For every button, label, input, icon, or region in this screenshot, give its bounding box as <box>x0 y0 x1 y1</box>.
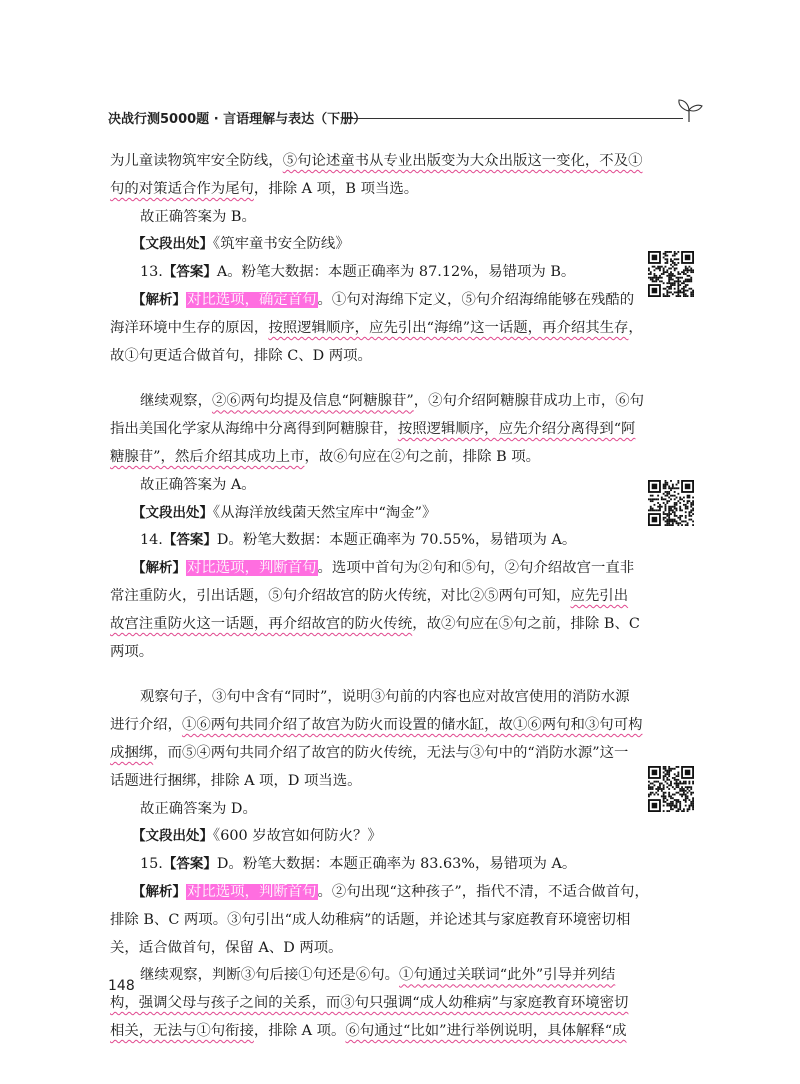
text-line <box>110 796 626 824</box>
header-title: 决战行测5000题 · 言语理解与表达（下册） <box>108 112 367 127</box>
question-number: 13. <box>140 264 163 281</box>
analysis-tag: 【解析】 <box>132 883 186 900</box>
analysis-tag: 【解析】 <box>132 291 186 308</box>
text-span: 两项。 <box>110 643 154 660</box>
text-line <box>110 962 626 990</box>
source-title: 《600 岁故宫如何防火？》 <box>213 828 382 845</box>
source-tag: 【文段出处】 <box>132 828 213 845</box>
conclusion-text: 故正确答案为 B。 <box>140 208 256 225</box>
underlined-text: ①句通过关联词“此外”引导并列结 <box>399 967 616 984</box>
source-line <box>110 231 626 259</box>
text-line <box>110 388 645 416</box>
text-line <box>110 416 636 444</box>
source-title: 《从海洋放线菌天然宝库中“淘金”》 <box>213 504 437 521</box>
text-line <box>110 712 643 740</box>
answer-line <box>110 527 626 555</box>
question-number: 14. <box>140 532 163 549</box>
analysis-tag: 【解析】 <box>132 560 186 577</box>
text-span: ，排除 A 项，B 项当选。 <box>253 180 419 197</box>
text-line <box>110 740 629 768</box>
text-line <box>110 611 640 639</box>
qr-code-icon[interactable] <box>648 480 694 526</box>
highlight-text: 对比选项，确定首句 <box>187 291 317 308</box>
answer-tag: 【答案】 <box>162 532 217 549</box>
text-span: 排除 B、C 两项。③句引出“成人幼稚病”的话题，并论述其与家庭教育环境密切相 <box>110 911 631 928</box>
underlined-text: ⑥句通过“比如”进行举例说明，具体解释“成 <box>345 1022 627 1039</box>
text-span: 。①句对海绵下定义，⑤句介绍海绵能够在残酷的 <box>317 291 635 308</box>
text-span: ， <box>628 319 643 336</box>
main-text <box>110 148 649 1046</box>
text-span: ，故⑥句应在②句之前，排除 B 项。 <box>304 448 541 465</box>
text-span: 海洋环境中生存的原因， <box>110 319 269 336</box>
answer-tag: 【答案】 <box>162 264 217 281</box>
conclusion-text: 故正确答案为 D。 <box>140 800 257 817</box>
underlined-text: 相关，无法与①句衔接 <box>110 1022 254 1039</box>
underlined-text: ②⑥两句均提及信息“阿糖腺苷” <box>211 393 414 410</box>
underlined-text: ①⑥两句共同介绍了故宫为防火而设置的储水缸，故①⑥两句和③句可构 <box>181 717 643 734</box>
text-span: 继续观察， <box>140 393 212 410</box>
answer-tag: 【答案】 <box>162 856 217 873</box>
text-span: 常注重防火，引出话题，⑤句介绍故宫的防火传统，对比②⑤两句可知， <box>110 587 571 604</box>
text-line <box>110 1018 626 1046</box>
answer-line <box>110 851 626 879</box>
text-line <box>110 315 643 343</box>
question-number: 15. <box>140 856 163 873</box>
running-header <box>108 106 700 130</box>
underlined-text: 糖腺苷”，然后介绍其成功上市 <box>110 448 305 465</box>
underlined-text: 按照逻辑顺序，应先介绍分离得到“阿 <box>397 421 636 438</box>
text-span: 为儿童读物筑牢安全防线， <box>110 153 283 169</box>
qr-code-icon[interactable] <box>648 251 694 297</box>
text-line <box>110 343 626 371</box>
text-line <box>110 684 630 712</box>
highlight-text: 对比选项，判断首句 <box>187 560 317 577</box>
text-line <box>110 907 631 935</box>
text-span: 继续观察，判断③句后接①句还是⑥句。 <box>140 967 400 984</box>
text-span: 故①句更适合做首句，排除 C、D 两项。 <box>110 347 372 364</box>
source-line <box>110 823 626 851</box>
underlined-text: 故宫注重防火这一话题，再介绍故宫的防火传统 <box>110 615 413 632</box>
text-line <box>110 204 626 232</box>
header-rule <box>343 118 683 119</box>
text-span: ，②句介绍阿糖腺苷成功上市，⑥句 <box>413 393 645 410</box>
answer-text: D。粉笔大数据：本题正确率为 83.63%，易错项为 A。 <box>216 856 577 873</box>
conclusion-text: 故正确答案为 A。 <box>140 476 256 493</box>
text-line <box>110 639 626 667</box>
source-tag: 【文段出处】 <box>132 236 213 253</box>
page-number: 148 <box>108 978 135 994</box>
text-span: 。②句出现“这种孩子”，指代不清，不适合做首句， <box>317 883 649 900</box>
text-span: ，而⑤④两句共同介绍了故宫的防火传统，无法与③句中的“消防水源”这一 <box>153 744 629 761</box>
text-span: ，故②句应在⑤句之前，排除 B、C <box>412 615 640 632</box>
text-span: 话题进行捆绑，排除 A 项，D 项当选。 <box>110 772 362 789</box>
answer-line <box>110 259 626 287</box>
text-line <box>110 935 626 963</box>
underlined-text: 应先引出 <box>570 587 629 604</box>
underlined-text: 按照逻辑顺序，应先引出“海绵”这一话题，再介绍其生存 <box>268 319 629 336</box>
source-line <box>110 500 626 528</box>
text-span: ，排除 A 项。 <box>253 1022 346 1039</box>
highlight-text: 对比选项，判断首句 <box>187 883 317 900</box>
qr-code-icon[interactable] <box>648 766 694 812</box>
answer-text: A。粉笔大数据：本题正确率为 87.12%，易错项为 B。 <box>216 264 576 281</box>
source-tag: 【文段出处】 <box>132 504 213 521</box>
text-span: 关，适合做首句，保留 A、D 两项。 <box>110 939 343 956</box>
text-line <box>110 990 629 1018</box>
text-span: 。选项中首句为②句和⑤句，②句介绍故宫一直非 <box>317 560 635 577</box>
analysis-line <box>110 555 635 583</box>
text-line <box>110 583 629 611</box>
answer-text: D。粉笔大数据：本题正确率为 70.55%，易错项为 A。 <box>216 532 577 549</box>
underlined-text: 构，强调父母与孩子之间的关系，而③句只强调“成人幼稚病”与家庭教育环境密切 <box>110 995 629 1012</box>
text-line <box>110 768 626 796</box>
sprout-icon <box>674 94 704 124</box>
analysis-line <box>110 879 649 907</box>
text-line <box>110 176 626 204</box>
spacer <box>110 666 626 684</box>
analysis-line <box>110 287 635 315</box>
source-title: 《筑牢童书安全防线》 <box>213 236 350 253</box>
text-span: 进行介绍， <box>110 717 182 734</box>
text-line <box>110 148 643 176</box>
text-line <box>110 472 626 500</box>
text-span: 指出美国化学家从海绵中分离得到阿糖腺苷， <box>110 421 398 438</box>
underlined-text: 句的对策适合作为尾句 <box>110 180 254 197</box>
underlined-text: ⑤句论述童书从专业出版变为大众出版这一变化，不及① <box>282 153 643 169</box>
text-line <box>110 444 626 472</box>
spacer <box>110 370 626 388</box>
text-span: 观察句子，③句中含有“同时”，说明③句前的内容也应对故宫使用的消防水源 <box>140 689 630 706</box>
underlined-text: 成捆绑 <box>110 744 154 761</box>
